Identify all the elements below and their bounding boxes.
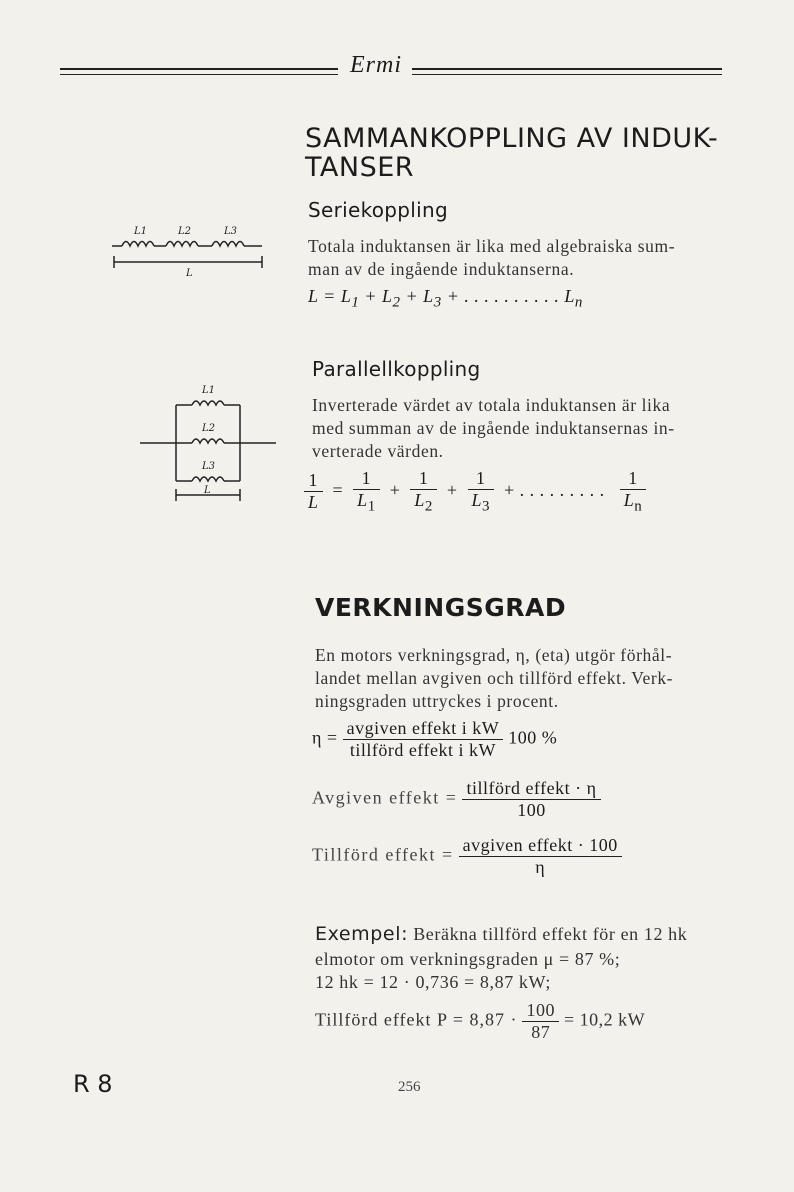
efficiency-text-line3: ningsgraden uttryckes i procent. <box>315 691 559 711</box>
parallel-formula: $\frac{1}{L}$ = $\frac{1}{L_1}$ + $\frac{1}{L_2}$ + $\frac{1}{L_3}$ + . . . . . . . . . $\frac{1}{L_n}$ <box>304 468 646 516</box>
series-label-l2: L2 <box>178 226 192 237</box>
series-label-l1: L1 <box>134 226 148 237</box>
header-rule-left-2 <box>60 74 338 75</box>
parallel-text-line1: Inverterade värdet av totala induktansen är lika <box>312 395 671 415</box>
parallel-label-l3: L3 <box>202 461 216 472</box>
example-line3: 12 hk = 12 · 0,736 = 8,87 kW; <box>315 972 552 992</box>
series-heading: Seriekoppling <box>308 198 448 222</box>
output-power-equation: Avgiven effekt = $\frac{\text{tillförd effekt · η}}{100}$ <box>312 778 601 821</box>
page-number: 256 <box>398 1079 421 1095</box>
parallel-text-line2: med summan av de ingående induktansernas in- <box>312 418 675 438</box>
series-label-l3: L3 <box>224 226 238 237</box>
parallel-circuit-diagram <box>140 385 280 505</box>
example-label: Exempel: <box>315 923 409 945</box>
input-power-equation: Tillförd effekt = $\frac{\text{avgiven effekt · 100}}{\eta}$ <box>312 835 622 878</box>
parallel-heading: Parallellkoppling <box>312 357 481 381</box>
efficiency-equation: η = $\frac{\text{avgiven effekt i kW}}{\text{tillförd effekt i kW}}$ 100 % <box>312 718 558 760</box>
series-circuit-diagram <box>112 224 282 286</box>
example-line1: Exempel: Beräkna tillförd effekt för en 12 hk <box>315 923 688 945</box>
header-rule-left <box>60 68 338 70</box>
section-code: R 8 <box>73 1070 113 1098</box>
efficiency-text-line2: landet mellan avgiven och tillförd effekt. Verk- <box>315 668 674 688</box>
parallel-label-l2: L2 <box>202 423 216 434</box>
header-rule-right-2 <box>412 74 722 75</box>
parallel-label-l: L <box>204 485 211 496</box>
series-formula: $L = L_1 + L_2 + L_3$ + . . . . . . . . . . $L_n$ <box>308 286 583 311</box>
example-line2: elmotor om verkningsgraden μ = 87 %; <box>315 949 621 969</box>
parallel-label-l1: L1 <box>202 385 216 396</box>
section-title-inductance-line2: TANSER <box>305 152 415 183</box>
parallel-text-line3: verterade värden. <box>312 441 444 461</box>
example-equation: Tillförd effekt P = 8,87 · $\frac{100}{87}$ = 10,2 kW <box>315 1000 646 1042</box>
header-rule-right <box>412 68 722 70</box>
series-label-l: L <box>186 268 193 279</box>
efficiency-text-line1: En motors verkningsgrad, η, (eta) utgör förhål- <box>315 645 673 665</box>
section-title-efficiency: VERKNINGSGRAD <box>315 593 567 622</box>
section-title-inductance-line1: SAMMANKOPPLING AV INDUK- <box>305 123 719 154</box>
series-text-line1: Totala induktansen är lika med algebraiska sum- <box>308 236 676 256</box>
brand-logo: Ermi <box>350 52 402 78</box>
series-text-line2: man av de ingående induktanserna. <box>308 259 575 279</box>
